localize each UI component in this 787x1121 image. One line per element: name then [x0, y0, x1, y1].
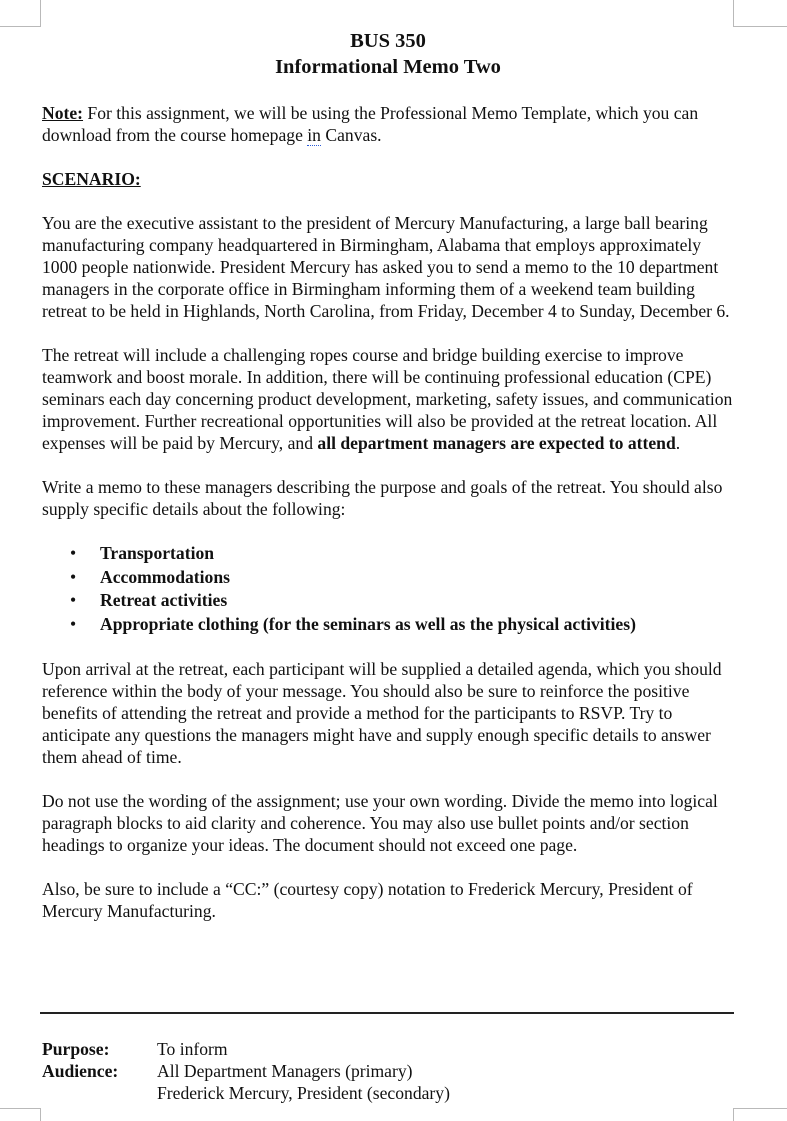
crop-mark-bottom-right [733, 1108, 787, 1121]
horizontal-divider [40, 1012, 734, 1014]
details-bullet-list [42, 542, 734, 636]
bullet-icon: • [70, 566, 77, 587]
bullet-icon: • [70, 613, 77, 634]
document-title-block [42, 28, 734, 80]
grammar-flagged-word[interactable]: in [307, 125, 321, 145]
scenario-paragraph-1: You are the executive assistant to the president of Mercury Manufacturing, a large ball bearing manufacturing company headquartered in Birmingham, Alabama that employs approximately 1000 people nationwide. President Mercury has asked you to send a memo to the 10 department managers in the corporate office in Birmingham informing them of a weekend team building retreat to be held in Highlands, North Carolina, from Friday, December 4 to Sunday, December 6. [42, 213, 730, 321]
memo-meta [42, 1038, 734, 1104]
purpose-row [42, 1038, 734, 1060]
crop-mark-top-right [733, 0, 787, 27]
note-label: Note: [42, 103, 84, 123]
crop-mark-top-left [0, 0, 41, 27]
paragraph-2-bold: all department managers are expected to attend [317, 433, 676, 453]
note-text-after: Canvas. [320, 125, 382, 145]
note-paragraph [42, 102, 734, 146]
scenario-paragraph-2 [42, 344, 734, 454]
bullet-icon: • [70, 543, 77, 563]
bullet-item-transportation: • Transportation [42, 542, 734, 566]
instructions-paragraph: Write a memo to these managers describing the purpose and goals of the retreat. You should also supply specific details about the following: [42, 477, 723, 519]
wording-paragraph: Do not use the wording of the assignment; use your own wording. Divide the memo into logical paragraph blocks to aid clarity and coherence. You may also use bullet points and/or section headings to organize your ideas. The document should not exceed one page. [42, 791, 718, 855]
bullet-icon: • [70, 590, 77, 610]
course-code: BUS 350 [350, 30, 426, 52]
paragraph-2-end: . [675, 433, 681, 453]
purpose-label: Purpose: [42, 1039, 110, 1059]
paragraph-2-text: The retreat will include a challenging ropes course and bridge building exercise to improve teamwork and boost morale. In addition, there will be continuing professional education (CPE) seminars each day concerning product development, marketing, safety issues, and communication improvement. Further recreational opportunities will also be provided at the retreat location. All expenses will be paid by Mercury, and [42, 345, 733, 453]
note-text-before: For this assignment, we will be using the Professional Memo Template, which you can download from the course homepage [42, 103, 699, 145]
audience-row-secondary [42, 1082, 734, 1104]
purpose-value: To inform [157, 1039, 228, 1059]
bullet-item-accommodations: • Accommodations [42, 566, 734, 590]
document-page[interactable] [42, 28, 734, 922]
agenda-paragraph: Upon arrival at the retreat, each participant will be supplied a detailed agenda, which you should reference within the body of your message. You should also be sure to reinforce the positive benefits of attending the retreat and provide a method for the participants to RSVP. Try to anticipate any questions the managers might have and supply enough specific details to answer them ahead of time. [42, 659, 722, 767]
scenario-heading: SCENARIO: [42, 169, 141, 189]
audience-label: Audience: [42, 1061, 119, 1081]
bullet-item-clothing: • Appropriate clothing (for the seminars as well as the physical activities) [42, 613, 734, 637]
audience-primary: All Department Managers (primary) [157, 1061, 413, 1081]
audience-secondary: Frederick Mercury, President (secondary) [157, 1083, 450, 1103]
bullet-item-retreat-activities: • Retreat activities [42, 589, 734, 613]
cc-paragraph: Also, be sure to include a “CC:” (courtesy copy) notation to Frederick Mercury, President of Mercury Manufacturing. [42, 879, 693, 921]
audience-row [42, 1060, 734, 1082]
crop-mark-bottom-left [0, 1108, 41, 1121]
assignment-title: Informational Memo Two [275, 56, 501, 78]
